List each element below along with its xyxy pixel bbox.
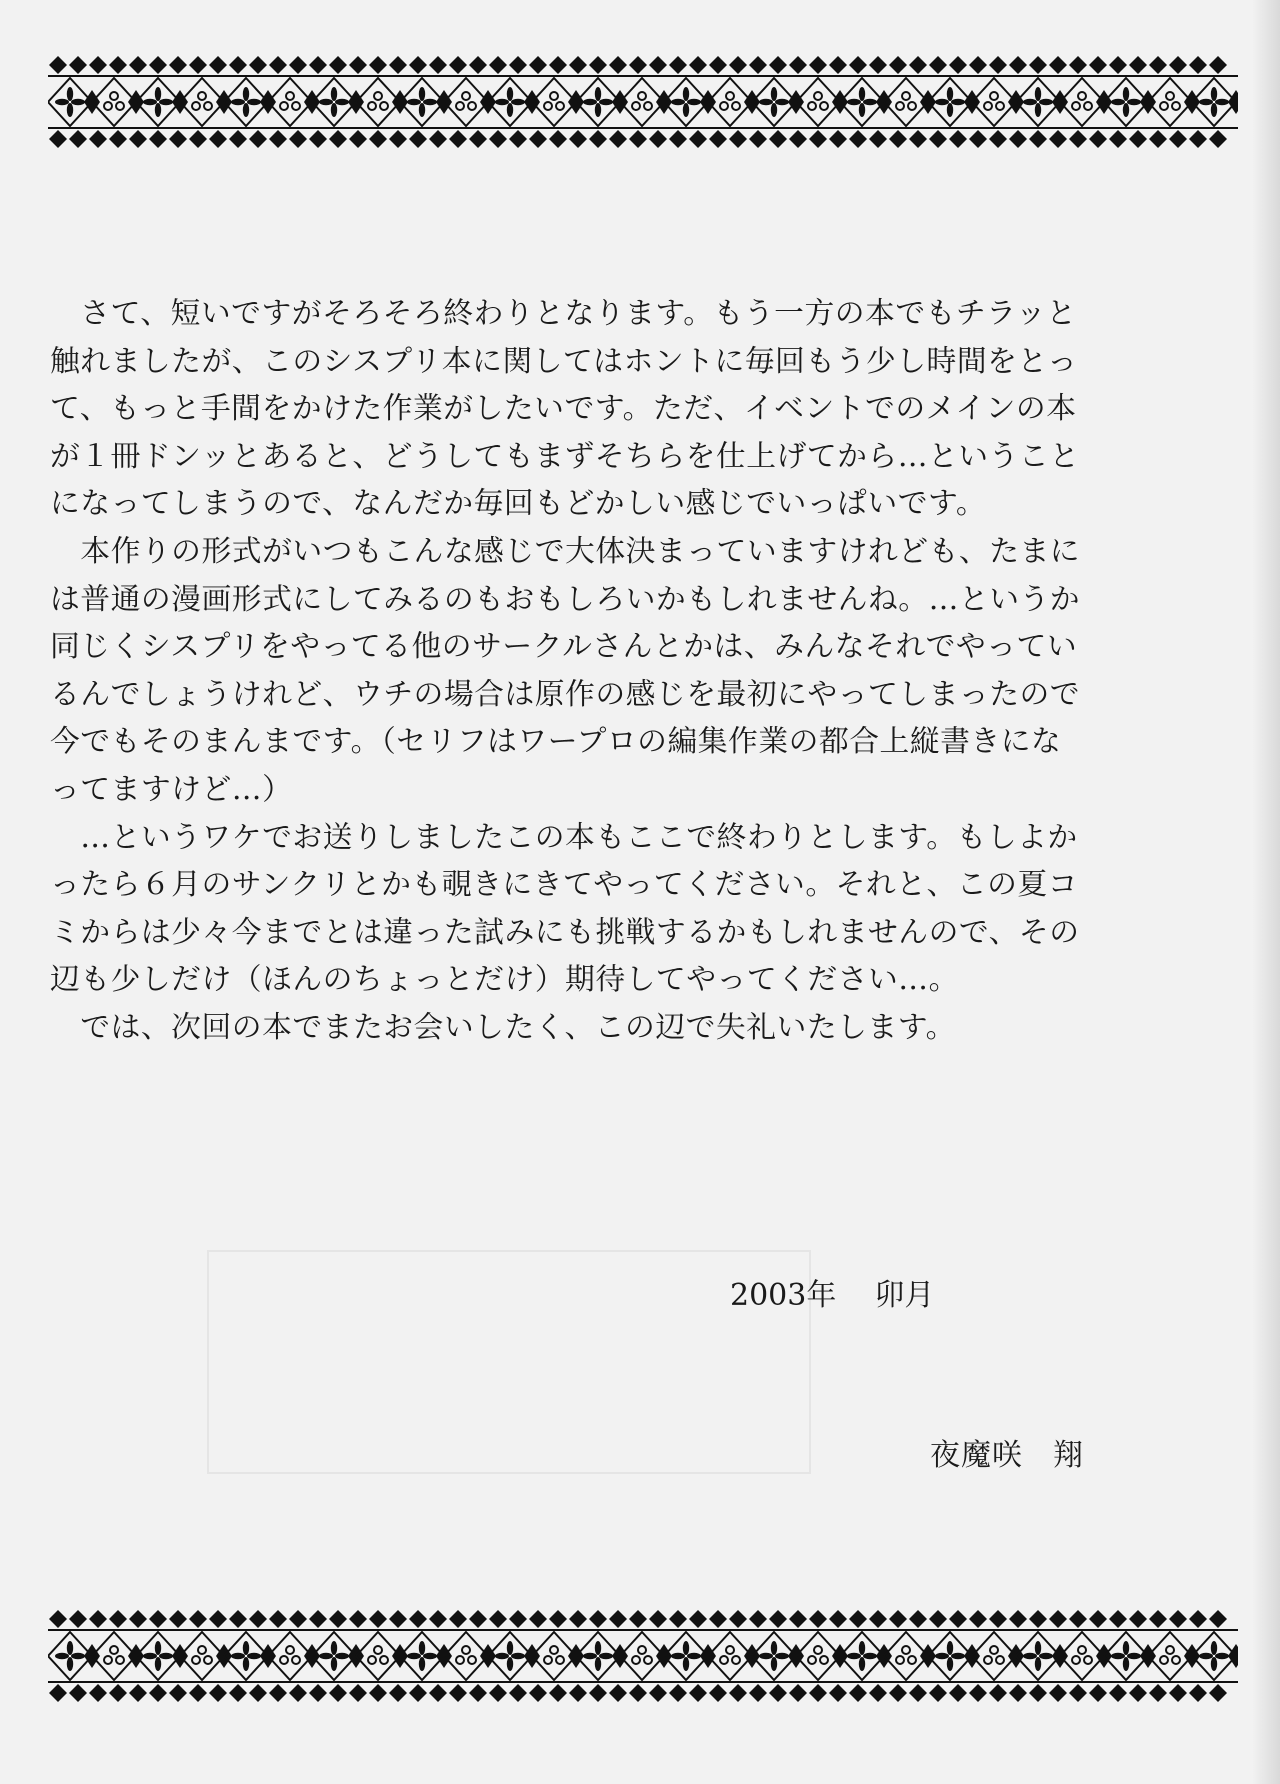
date-month: 卯月 [874, 1278, 935, 1313]
text-line-1: さて、短いですがそろそろ終わりとなります。もう一方の本でもチラッと [50, 296, 1077, 331]
text-line-12: …というワケでお送りしましたこの本もここで終わりとします。もしよか [50, 819, 1078, 855]
text-line-4: が１冊ドンッとあると、どうしてもまずそちらを仕上げてから…ということ [50, 438, 1080, 474]
text-line-6: 本作りの形式がいつもこんな感じで大体決まっていますけれども、たまに [50, 533, 1081, 569]
text-line-15: 辺も少しだけ（ほんのちょっとだけ）期待してやってください…。 [50, 962, 959, 998]
text-line-8: 同じくシスプリをやってる他のサークルさんとかは、みんなそれでやってい [50, 629, 1078, 665]
signature-date [730, 1270, 934, 1314]
text-line-16: では、次回の本でまたお会いしたく、この辺で失礼いたします。 [50, 1009, 956, 1045]
date-year: 2003年 [730, 1278, 837, 1313]
author-given-name: 翔 [1053, 1438, 1084, 1473]
text-line-11: ってますけど…） [50, 771, 293, 807]
text-line-14: ミからは少々今までとは違った試みにも挑戦するかもしれませんので、その [50, 914, 1080, 950]
text-line-10: 今でもそのまんまです。（セリフはワープロの編集作業の都合上縦書きにな [50, 724, 1062, 760]
show-through-box [207, 1250, 811, 1474]
signature-author [930, 1430, 1084, 1474]
bottom-decorative-border [48, 1608, 1238, 1704]
diamond-lattice-border-icon [48, 1608, 1238, 1704]
top-decorative-border [48, 54, 1238, 150]
text-line-5: になってしまうので、なんだか毎回もどかしい感じでいっぱいです。 [50, 486, 987, 522]
text-line-2: 触れましたが、このシスプリ本に関してはホントに毎回もう少し時間をとっ [50, 343, 1078, 379]
text-line-9: るんでしょうけれど、ウチの場合は原作の感じを最初にやってしまったので [50, 676, 1081, 712]
page-edge-shadow [1252, 0, 1280, 1784]
diamond-lattice-border-icon [48, 54, 1238, 150]
text-line-13: ったら６月のサンクリとかも覗きにきてやってください。それと、この夏コ [50, 867, 1079, 903]
text-line-3: て、もっと手間をかけた作業がしたいです。ただ、イベントでのメインの本 [50, 391, 1077, 427]
text-line-7: は普通の漫画形式にしてみるのもおもしろいかもしれませんね。…というか [50, 581, 1081, 617]
afterword-text [50, 290, 1230, 1052]
author-family-name: 夜魔咲 [930, 1438, 1023, 1473]
